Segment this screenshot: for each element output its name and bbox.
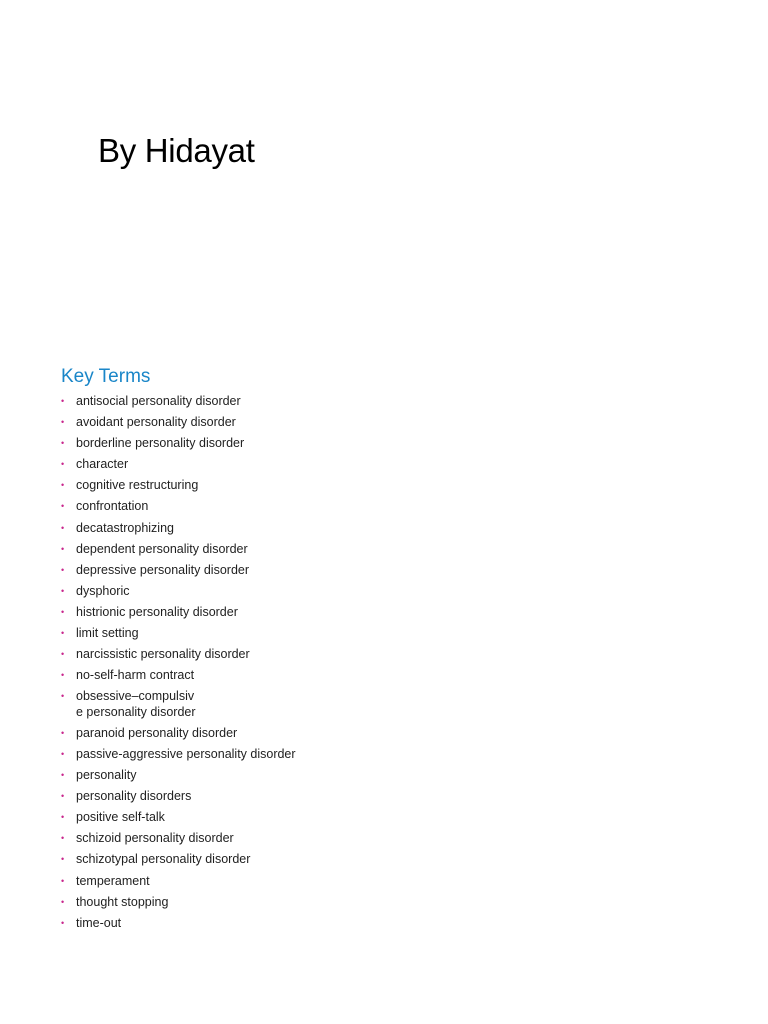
key-term: obsessive–compulsive personality disorder: [76, 689, 196, 719]
list-item: [61, 584, 301, 600]
key-term: limit setting: [76, 626, 139, 641]
key-term: no-self-harm contract: [76, 668, 195, 683]
key-term: depressive personality disorder: [76, 562, 250, 577]
bullet-icon: •: [61, 833, 65, 844]
list-item: [61, 726, 301, 742]
key-terms-list: [61, 394, 301, 931]
list-item: [61, 895, 301, 911]
list-item: [61, 457, 301, 473]
bullet-icon: •: [61, 396, 65, 406]
bullet-icon: •: [61, 564, 65, 575]
key-term: borderline personality disorder: [76, 436, 245, 451]
bullet-icon: •: [61, 543, 65, 554]
bullet-icon: •: [61, 522, 65, 533]
key-term: character: [76, 457, 129, 472]
list-item: [61, 499, 301, 515]
bullet-icon: •: [61, 812, 65, 823]
key-term: thought stopping: [76, 894, 169, 909]
bullet-icon: •: [61, 749, 65, 759]
key-term: paranoid personality disorder: [76, 725, 238, 740]
bullet-icon: •: [61, 917, 65, 928]
author-byline: By Hidayat: [98, 132, 255, 169]
key-term: passive-aggressive personality disorder: [76, 747, 296, 761]
bullet-icon: •: [61, 727, 65, 738]
bullet-icon: •: [61, 691, 65, 702]
list-item: [61, 415, 301, 431]
list-item: [61, 874, 301, 890]
key-term: personality: [76, 768, 137, 783]
list-item: [61, 810, 301, 826]
list-item: [61, 768, 301, 784]
bullet-icon: •: [61, 649, 65, 660]
key-term: schizoid personality disorder: [76, 831, 234, 846]
list-item: [61, 436, 301, 452]
list-item: [61, 831, 301, 847]
key-term: positive self-talk: [76, 810, 165, 825]
key-term: narcissistic personality disorder: [76, 647, 250, 662]
key-term: histrionic personality disorder: [76, 604, 238, 619]
bullet-icon: •: [61, 480, 65, 491]
bullet-icon: •: [61, 585, 65, 596]
list-item: [61, 852, 301, 868]
bullet-icon: •: [61, 606, 65, 617]
key-term: antisocial personality disorder: [76, 394, 241, 408]
key-terms-section: [61, 366, 301, 937]
bullet-icon: •: [61, 628, 65, 639]
bullet-icon: •: [61, 417, 65, 428]
list-item: [61, 394, 301, 410]
list-item: [61, 542, 301, 558]
bullet-icon: •: [61, 791, 65, 802]
list-item: [61, 478, 301, 494]
bullet-icon: •: [61, 438, 65, 449]
bullet-icon: •: [61, 670, 65, 681]
list-item: [61, 747, 301, 763]
list-item: [61, 647, 301, 663]
list-item: [61, 789, 301, 805]
key-term: confrontation: [76, 499, 149, 514]
key-term: temperament: [76, 873, 150, 888]
key-term: avoidant personality disorder: [76, 415, 236, 430]
list-item: [61, 668, 301, 684]
bullet-icon: •: [61, 770, 65, 781]
key-term: personality disorders: [76, 789, 192, 804]
bullet-icon: •: [61, 501, 65, 512]
list-item: [61, 626, 301, 642]
bullet-icon: •: [61, 854, 65, 865]
bullet-icon: •: [61, 459, 65, 470]
key-term: time-out: [76, 915, 122, 930]
key-terms-heading: Key Terms: [61, 366, 151, 387]
key-term: decatastrophizing: [76, 520, 174, 535]
key-term: cognitive restructuring: [76, 478, 199, 493]
bullet-icon: •: [61, 896, 65, 907]
bullet-icon: •: [61, 875, 65, 886]
list-item: [61, 521, 301, 537]
list-item: [61, 916, 301, 932]
list-item: [61, 605, 301, 621]
key-term: dependent personality disorder: [76, 541, 248, 556]
list-item: [61, 689, 301, 720]
key-term: dysphoric: [76, 583, 130, 598]
key-term: schizotypal personality disorder: [76, 852, 251, 867]
list-item: [61, 563, 301, 579]
